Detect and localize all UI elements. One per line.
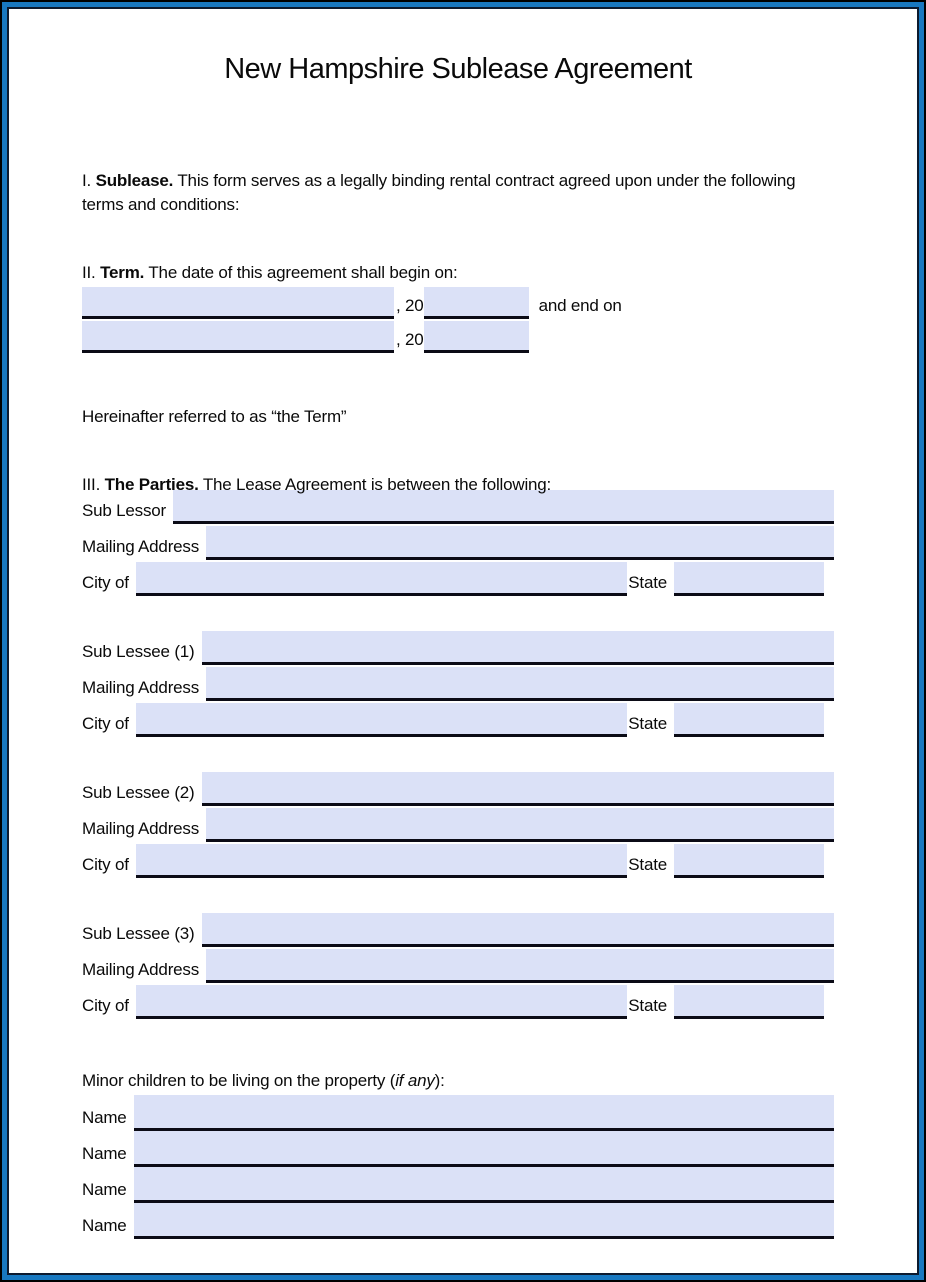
section-parties-numeral: III. (82, 475, 101, 494)
and-end-on-text: and end on (538, 296, 622, 315)
party-name-label: Sub Lessee (3) (82, 924, 202, 947)
city-of-label: City of (82, 855, 136, 878)
party-city-state-row (82, 701, 834, 737)
party-city-state-row (82, 842, 834, 878)
sub-lessee-1-mailing-field[interactable] (206, 667, 834, 701)
sub-lessee-2-name-field[interactable] (202, 772, 835, 806)
party-name-label: Sub Lessor (82, 501, 173, 524)
section-term-text (82, 261, 834, 285)
minor-child-4-name-field[interactable] (134, 1203, 834, 1239)
minor-children-rows (82, 1095, 834, 1239)
mailing-address-label: Mailing Address (82, 960, 206, 983)
party-block-sub-lessee-1 (82, 629, 834, 737)
party-name-label: Sub Lessee (2) (82, 783, 202, 806)
section-parties-heading: The Parties. (104, 475, 199, 494)
sub-lessor-city-field[interactable] (136, 562, 628, 596)
sub-lessee-1-name-field[interactable] (202, 631, 835, 665)
end-date-field[interactable] (82, 321, 394, 353)
state-label: State (628, 573, 674, 596)
mailing-address-label: Mailing Address (82, 678, 206, 701)
hereinafter-text: Hereinafter referred to as “the Term” (82, 407, 347, 426)
section-sublease-numeral: I. (82, 171, 92, 190)
mailing-address-label: Mailing Address (82, 819, 206, 842)
section-term-body: The date of this agreement shall begin on: (148, 263, 458, 282)
party-name-row (82, 770, 834, 806)
sub-lessee-3-name-field[interactable] (202, 913, 835, 947)
name-label: Name (82, 1180, 134, 1203)
name-label: Name (82, 1144, 134, 1167)
comma-20-text: , 20 (396, 330, 424, 349)
sub-lessee-3-mailing-field[interactable] (206, 949, 834, 983)
city-of-label: City of (82, 996, 136, 1019)
term-begin-row (82, 285, 834, 319)
minor-child-3-name-field[interactable] (134, 1167, 834, 1203)
page-border-blue (2, 2, 924, 1280)
sub-lessee-2-mailing-field[interactable] (206, 808, 834, 842)
party-name-row (82, 911, 834, 947)
minor-children-heading (82, 1069, 834, 1093)
section-sublease-text (82, 169, 834, 217)
party-block-sub-lessee-3 (82, 911, 834, 1019)
minor-child-row (82, 1167, 834, 1203)
sub-lessor-mailing-field[interactable] (206, 526, 834, 560)
minor-children-heading-italic: if any (395, 1071, 435, 1090)
sub-lessee-1-state-field[interactable] (674, 703, 824, 737)
party-city-state-row (82, 560, 834, 596)
page-content (7, 7, 919, 1275)
sub-lessee-1-city-field[interactable] (136, 703, 628, 737)
minor-child-1-name-field[interactable] (134, 1095, 834, 1131)
minor-child-row (82, 1131, 834, 1167)
end-year-field[interactable] (424, 321, 529, 353)
section-parties-text (82, 473, 834, 497)
party-block-sub-lessee-2 (82, 770, 834, 878)
comma-20-text: , 20 (396, 296, 424, 315)
section-sublease-heading: Sublease. (95, 171, 174, 190)
party-city-state-row (82, 983, 834, 1019)
sub-lessor-state-field[interactable] (674, 562, 824, 596)
page-title: New Hampshire Sublease Agreement (224, 53, 692, 85)
section-sublease-body: This form serves as a legally binding rental contract agreed upon under the following terms and conditions: (82, 171, 796, 214)
name-label: Name (82, 1108, 134, 1131)
mailing-address-label: Mailing Address (82, 537, 206, 560)
sub-lessee-3-state-field[interactable] (674, 985, 824, 1019)
begin-year-field[interactable] (424, 287, 529, 319)
city-of-label: City of (82, 714, 136, 737)
state-label: State (628, 996, 674, 1019)
party-mailing-row (82, 524, 834, 560)
state-label: State (628, 714, 674, 737)
party-mailing-row (82, 806, 834, 842)
party-name-label: Sub Lessee (1) (82, 642, 202, 665)
name-label: Name (82, 1216, 134, 1239)
party-mailing-row (82, 947, 834, 983)
sub-lessee-2-state-field[interactable] (674, 844, 824, 878)
party-mailing-row (82, 665, 834, 701)
section-term-heading: Term. (100, 263, 145, 282)
minor-children-heading-prefix: Minor children to be living on the property ( (82, 1071, 396, 1090)
section-parties-body: The Lease Agreement is between the following: (202, 475, 552, 494)
section-term-numeral: II. (82, 263, 96, 282)
term-end-row (82, 319, 834, 353)
begin-date-field[interactable] (82, 287, 394, 319)
party-name-row (82, 629, 834, 665)
state-label: State (628, 855, 674, 878)
sub-lessee-2-city-field[interactable] (136, 844, 628, 878)
minor-child-2-name-field[interactable] (134, 1131, 834, 1167)
minor-children-heading-suffix: ): (434, 1071, 445, 1090)
sub-lessee-3-city-field[interactable] (136, 985, 628, 1019)
minor-child-row (82, 1095, 834, 1131)
city-of-label: City of (82, 573, 136, 596)
party-block-sub-lessor (82, 488, 834, 596)
minor-child-row (82, 1203, 834, 1239)
